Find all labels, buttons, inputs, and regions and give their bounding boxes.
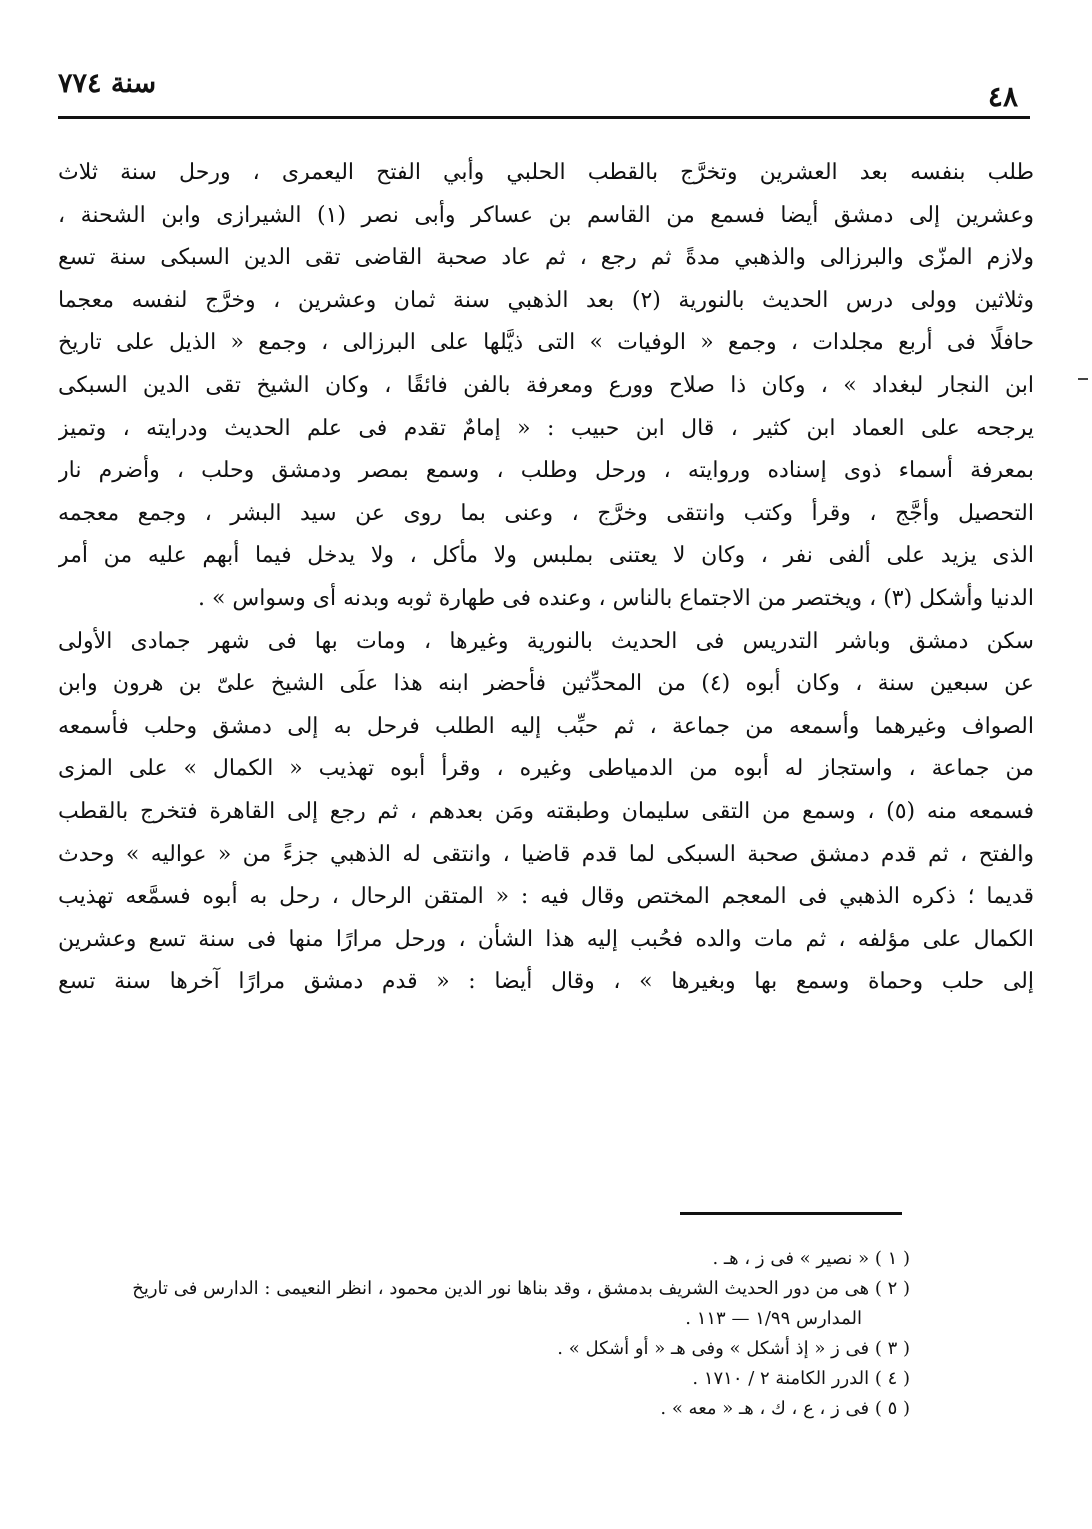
body-line: الدنيا وأشكل (٣) ، ويختصر من الاجتماع بالناس ، وعنده فى طهارة ثوبه وبدنه أى وسواس » . [197, 585, 1034, 611]
body-line: الذى يزيد على ألفى نفر ، وكان لا يعتنى بملبس ولا مأكل ، ولا يدخل فيما أبهم عليه من أمر [58, 543, 1034, 569]
body-line: فسمعه منه (٥) ، وسمع من التقى سليمان وطبقته ومَن بعدهم ، ثم رجع إلى القاهرة فتخرج بالقطب [58, 798, 1034, 824]
footnote-continuation: المدارس ١/٩٩ — ١١٣ . [685, 1308, 862, 1329]
body-line: عن سبعين سنة ، وكان أبوه (٤) من المحدِّثين فأحضر ابنه هذا علَى الشيخ علىّ بن هرون وابن [58, 671, 1034, 697]
body-line: ابن النجار لبغداد » ، وكان ذا صلاح وورع ومعرفة بالفن فائقًا ، وكان الشيخ تقى الدين السبكى [58, 372, 1034, 398]
body-line: من جماعة ، واستجاز له أبوه من الدمياطى وغيره ، وقرأ أبوه تهذيب « الكمال » على المزى [58, 756, 1034, 782]
body-line: والفتح ، ثم قدم دمشق صحبة السبكى لما قدم قاضيا ، وانتقى له الذهبي جزءً من « عواليه » وحدث [58, 841, 1034, 867]
page-header [58, 68, 1018, 114]
footnote: ( ١ ) « نصير » فى ز ، هـ . [712, 1248, 910, 1269]
footnote-rule [680, 1212, 902, 1215]
body-line: ولازم المزّى والبرزالى والذهبي مدةً ثم رجع ، ثم عاد صحبة القاضى تقى الدين السبكى سنة تسع [58, 245, 1034, 271]
footnotes [40, 1244, 910, 1424]
body-line: وعشرين إلى دمشق أيضا فسمع من القاسم بن عساكر وأبى نصر (١) الشيرازى وابن الشحنة ، [58, 202, 1034, 228]
footnote: ( ٢ ) هى من دور الحديث الشريف بدمشق ، وقد بناها نور الدين محمود ، انظر النعيمى : الدارس فى تاريخ [132, 1278, 910, 1299]
body-line: بمعرفة أسماء ذوى إسناده وروايته ، ورحل وطلب ، وسمع بمصر ودمشق وحلب ، وأضرم نار [58, 458, 1034, 484]
body-line: يرجحه على العماد ابن كثير ، قال ابن حبيب : « إمامٌ تقدم فى علم الحديث ودرايته ، وتميز [58, 415, 1034, 441]
body-text [58, 152, 1034, 1004]
page-number: ٤٨ [987, 80, 1018, 113]
body-line: التحصيل وأجَّج ، وقرأ وكتب وانتقى وخرَّج ، وعنى بما روى عن سيد البشر ، وجمع معجمه [58, 500, 1034, 526]
body-line: حافلًا فى أربع مجلدات ، وجمع « الوفيات » التى ذيَّلها على البرزالى ، وجمع « الذيل على تاريخ [58, 330, 1034, 356]
body-line: الكمال على مؤلفه ، ثم مات والده فحُبب إليه هذا الشأن ، ورحل مرارًا منها فى سنة تسع وعشرين [58, 926, 1034, 952]
footnote: ( ٥ ) فى ز ، ع ، ك ، هـ « معه » . [660, 1398, 910, 1419]
body-line: وثلاثين وولى درس الحديث بالنورية (٢) بعد الذهبي سنة ثمان وعشرين ، وخرَّج لنفسه معجما [58, 287, 1034, 313]
body-line: طلب بنفسه بعد العشرين وتخرَّج بالقطب الحلبي وأبي الفتح اليعمرى ، ورحل سنة ثلاث [58, 160, 1034, 185]
body-line: قديما ؛ ذكره الذهبي فى المعجم المختص وقال فيه : « المتقن الرحال ، رحل به أبوه فسمَّعه تهذيب [58, 884, 1034, 910]
header-rule [58, 116, 1030, 119]
body-line: الصواف وغيرهما وأسمعه من جماعة ، ثم حبِّب إليه الطلب فرحل به إلى دمشق وحلب فأسمعه [58, 713, 1034, 739]
body-line: إلى حلب وحماة وسمع بها وبغيرها » ، وقال أيضا : « قدم دمشق مرارًا آخرها سنة تسع [58, 969, 1034, 995]
footnote: ( ٤ ) الدرر الكامنة ٢ / ١٧١٠ . [692, 1368, 910, 1389]
running-head-year: سنة ٧٧٤ [58, 68, 157, 99]
body-line: سكن دمشق وباشر التدريس فى الحديث بالنورية وغيرها ، ومات بها فى شهر جمادى الأولى [58, 628, 1034, 654]
footnote: ( ٣ ) فى ز « إذ أشكل » وفى هـ « أو أشكل » . [557, 1338, 910, 1359]
margin-mark [1078, 378, 1088, 380]
